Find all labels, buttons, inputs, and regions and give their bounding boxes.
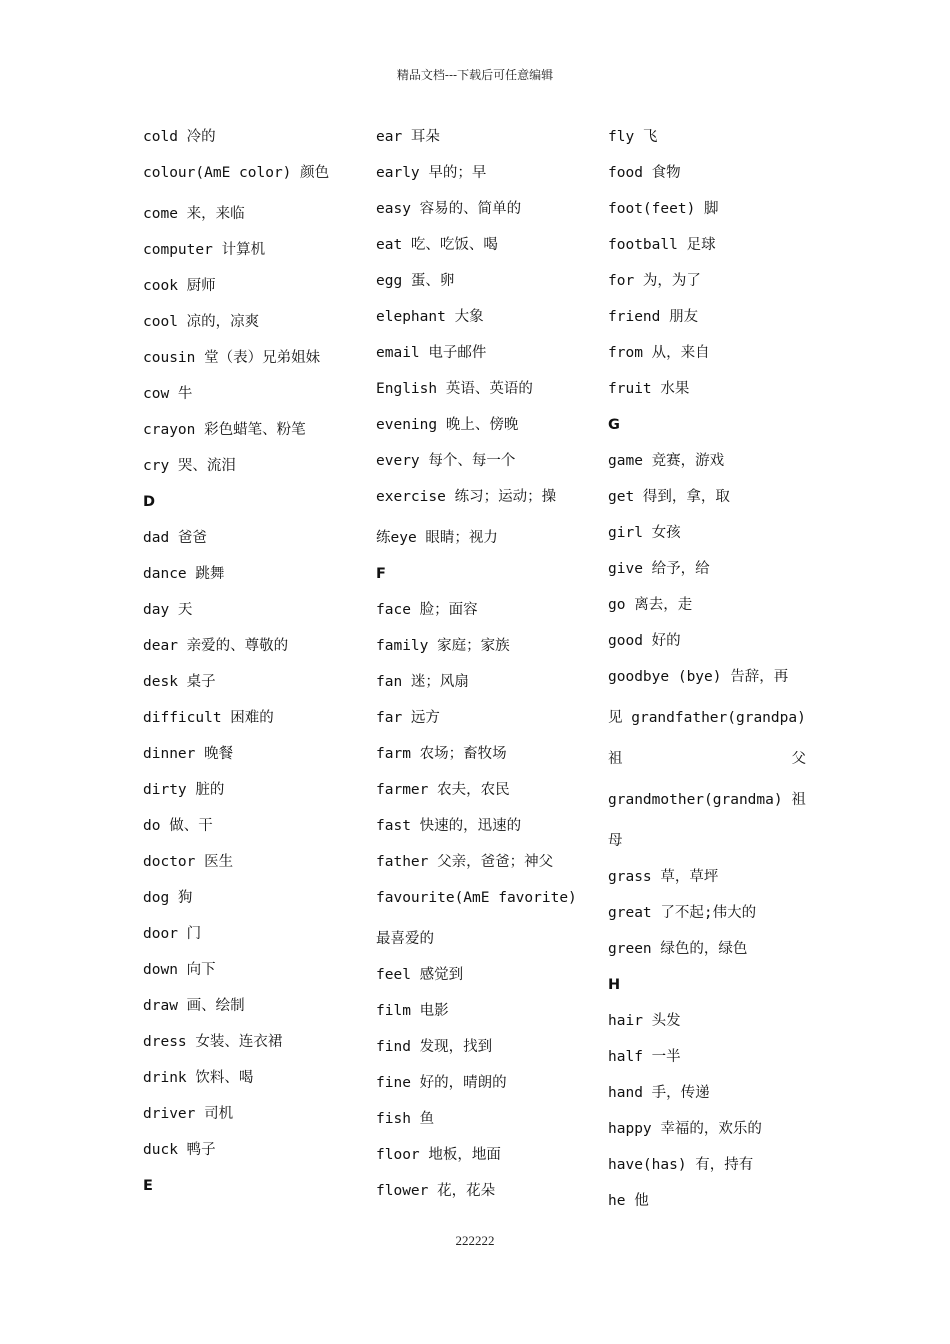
vocab-entry: fish 鱼 — [376, 1111, 435, 1127]
vocab-entry: floor 地板，地面 — [376, 1147, 501, 1163]
vocab-entry: dirty 脏的 — [143, 782, 225, 798]
vocab-entry: early 早的；早 — [376, 165, 487, 181]
vocab-entry: driver 司机 — [143, 1106, 234, 1122]
vocab-entry: food 食物 — [608, 165, 681, 181]
vocab-entry: green 绿色的，绿色 — [608, 941, 748, 957]
vocab-entry: happy 幸福的，欢乐的 — [608, 1121, 762, 1137]
vocab-entry: elephant 大象 — [376, 309, 484, 325]
vocab-entry: down 向下 — [143, 962, 216, 978]
vocab-entry: day 天 — [143, 602, 193, 618]
vocab-entry: hair 头发 — [608, 1013, 681, 1029]
vocab-entry: give 给予，给 — [608, 561, 710, 577]
vocab-entry: family 家庭；家族 — [376, 638, 510, 654]
vocab-entry: colour(AmE color) 颜色 — [143, 165, 330, 181]
vocab-entry: he 他 — [608, 1193, 649, 1209]
vocab-entry: easy 容易的、简单的 — [376, 201, 522, 217]
vocab-entry: dear 亲爱的、尊敬的 — [143, 638, 289, 654]
vocab-entry: cow 牛 — [143, 386, 193, 402]
vocab-entry: duck 鸭子 — [143, 1142, 216, 1158]
vocab-entry: difficult 困难的 — [143, 710, 274, 726]
vocab-entry: dress 女装、连衣裙 — [143, 1034, 283, 1050]
vocab-entry: find 发现，找到 — [376, 1039, 493, 1055]
page-header: 精品文档---下载后可任意编辑 — [396, 68, 554, 82]
vocab-entry: farm 农场；畜牧场 — [376, 746, 507, 762]
vocab-entry: eat 吃、吃饭、喝 — [376, 237, 498, 253]
vocab-entry: cool 凉的，凉爽 — [143, 314, 260, 330]
vocab-entry: far 远方 — [376, 710, 440, 726]
vocab-entry: fruit 水果 — [608, 381, 690, 397]
vocab-entry-part: 祖 — [608, 751, 623, 767]
vocab-entry: favourite(AmE favorite) — [376, 890, 577, 906]
vocab-entry: friend 朋友 — [608, 309, 699, 325]
vocab-entry: egg 蛋、卵 — [376, 273, 455, 289]
vocab-entry: come 来，来临 — [143, 206, 245, 222]
vocab-entry: go 离去，走 — [608, 597, 693, 613]
vocab-entry: girl 女孩 — [608, 525, 681, 541]
vocab-column-1 — [143, 124, 343, 1209]
vocab-entry: half 一半 — [608, 1049, 681, 1065]
vocab-entry: evening 晚上、傍晚 — [376, 417, 519, 433]
vocab-entry: good 好的 — [608, 633, 681, 649]
vocab-entry: from 从，来自 — [608, 345, 710, 361]
vocab-entry: draw 画、绘制 — [143, 998, 245, 1014]
vocab-entry — [608, 746, 806, 787]
vocab-entry: farmer 农夫，农民 — [376, 782, 510, 798]
vocab-entry: fly 飞 — [608, 129, 658, 145]
vocab-entry: door 门 — [143, 926, 202, 942]
vocab-entry: get 得到，拿，取 — [608, 489, 730, 505]
vocab-entry: feel 感觉到 — [376, 967, 464, 983]
vocab-entry: dad 爸爸 — [143, 530, 207, 546]
vocab-entry: ear 耳朵 — [376, 129, 440, 145]
section-letter: F — [376, 566, 386, 582]
vocab-entry: cry 哭、流泪 — [143, 458, 236, 474]
vocab-entry: doctor 医生 — [143, 854, 234, 870]
vocab-entry: great 了不起;伟大的 — [608, 905, 757, 921]
vocab-entry: for 为，为了 — [608, 273, 701, 289]
vocab-entry: dinner 晚餐 — [143, 746, 234, 762]
vocab-column-2 — [376, 124, 576, 1214]
vocab-entry: fan 迷；风扇 — [376, 674, 469, 690]
vocab-entry: crayon 彩色蜡笔、粉笔 — [143, 422, 306, 438]
vocab-entry: football 足球 — [608, 237, 716, 253]
vocab-entry: 练eye 眼睛；视力 — [376, 530, 498, 546]
vocab-entry: game 竞赛，游戏 — [608, 453, 725, 469]
vocab-entry: email 电子邮件 — [376, 345, 487, 361]
vocab-column-3 — [608, 124, 808, 1224]
vocab-entry: have(has) 有，持有 — [608, 1157, 754, 1173]
vocab-entry: grandmother(grandma) 祖 — [608, 792, 806, 808]
section-letter: H — [608, 977, 621, 993]
vocab-entry: face 脸；面容 — [376, 602, 478, 618]
vocab-entry: 见 grandfather(grandpa) — [608, 710, 806, 726]
vocab-entry: desk 桌子 — [143, 674, 216, 690]
section-letter: E — [143, 1178, 153, 1194]
vocab-entry: grass 草，草坪 — [608, 869, 719, 885]
vocab-entry: goodbye (bye) 告辞，再 — [608, 669, 789, 685]
vocab-entry-part: 父 — [791, 751, 806, 767]
page-footer: 222222 — [455, 1233, 495, 1248]
section-letter: G — [608, 417, 620, 433]
vocab-entry: exercise 练习；运动；操 — [376, 489, 557, 505]
vocab-entry: English 英语、英语的 — [376, 381, 533, 397]
vocab-entry: cousin 堂（表）兄弟姐妹 — [143, 350, 321, 366]
vocab-entry: every 每个、每一个 — [376, 453, 516, 469]
vocab-entry: hand 手，传递 — [608, 1085, 710, 1101]
vocab-entry: cold 冷的 — [143, 129, 216, 145]
section-letter: D — [143, 494, 156, 510]
vocab-entry: drink 饮料、喝 — [143, 1070, 254, 1086]
vocab-entry: cook 厨师 — [143, 278, 216, 294]
vocab-entry: dog 狗 — [143, 890, 193, 906]
vocab-entry: dance 跳舞 — [143, 566, 225, 582]
vocab-entry: 最喜爱的 — [376, 931, 434, 947]
vocab-entry: computer 计算机 — [143, 242, 266, 258]
vocab-entry: father 父亲，爸爸；神父 — [376, 854, 554, 870]
vocab-entry: foot(feet) 脚 — [608, 201, 719, 217]
vocab-entry: fast 快速的，迅速的 — [376, 818, 522, 834]
vocab-entry: do 做、干 — [143, 818, 213, 834]
vocab-entry: flower 花，花朵 — [376, 1183, 496, 1199]
vocab-entry: film 电影 — [376, 1003, 449, 1019]
vocab-entry: fine 好的，晴朗的 — [376, 1075, 507, 1091]
vocab-entry: 母 — [608, 833, 623, 849]
